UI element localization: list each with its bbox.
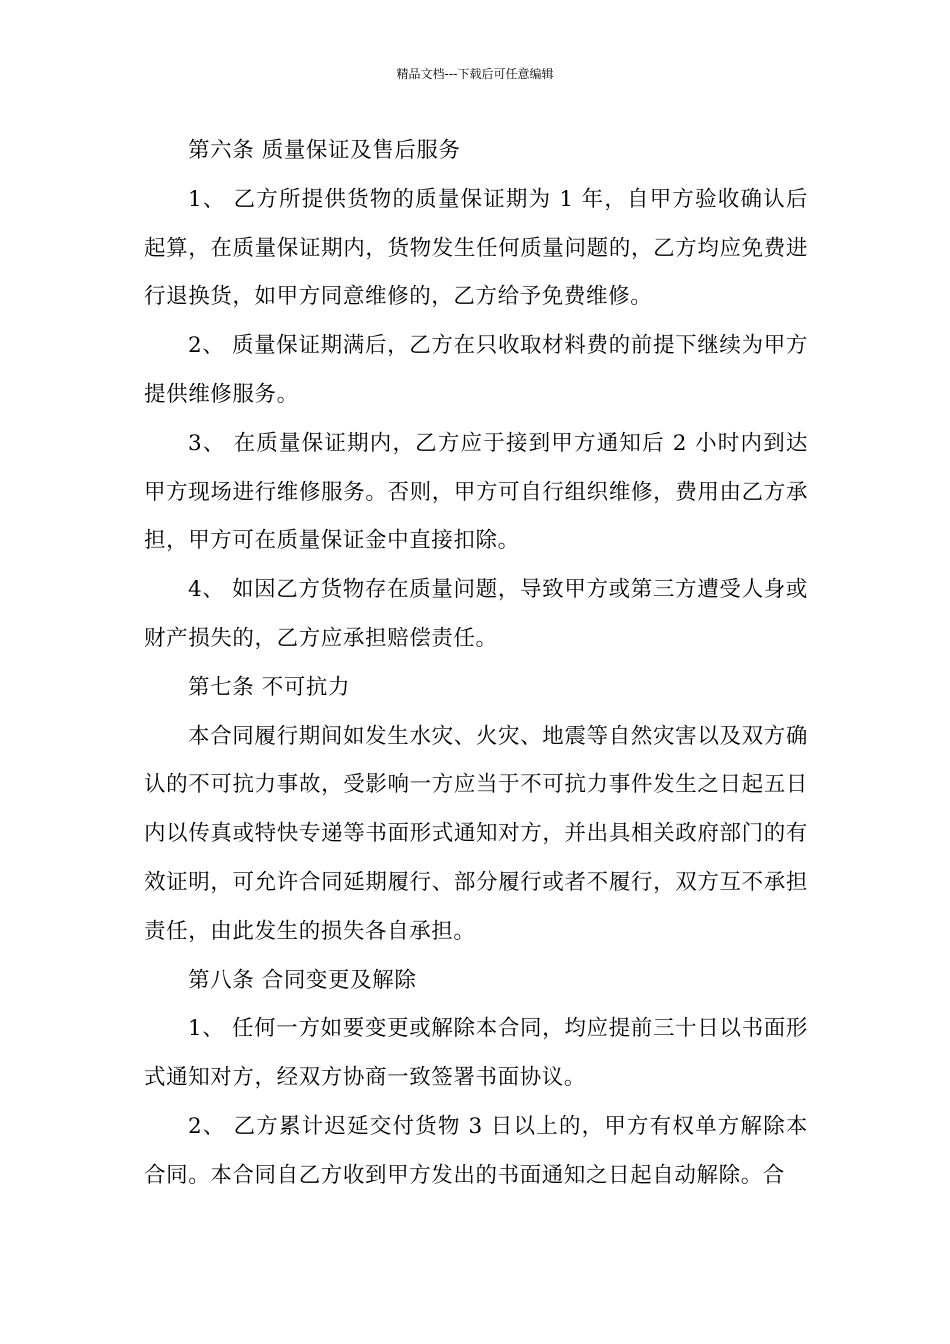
paragraph-6-2: 2、 质量保证期满后，乙方在只收取材料费的前提下继续为甲方提供维修服务。 bbox=[144, 333, 808, 407]
document-body bbox=[144, 127, 808, 1201]
paragraph-6-1: 1、 乙方所提供货物的质量保证期为 1 年，自甲方验收确认后起算，在质量保证期内，货物发生任何质量问题的，乙方均应免费进行退换货，如甲方同意维修的，乙方给予免费维修。 bbox=[144, 186, 808, 310]
section-heading-6: 第六条 质量保证及售后服务 bbox=[188, 138, 461, 163]
paragraph-8-2: 2、 乙方累计迟延交付货物 3 日以上的，甲方有权单方解除本合同。本合同自乙方收到甲方发出的书面通知之日起自动解除。合 bbox=[144, 1113, 808, 1188]
paragraph-6-4: 4、 如因乙方货物存在质量问题，导致甲方或第三方遭受人身或财产损失的，乙方应承担赔偿责任。 bbox=[144, 577, 808, 651]
section-heading-8: 第八条 合同变更及解除 bbox=[188, 967, 417, 993]
page-header: 精品文档---下载后可任意编辑 bbox=[396, 67, 554, 81]
paragraph-6-3: 3、 在质量保证期内，乙方应于接到甲方通知后 2 小时内到达甲方现场进行维修服务。否则，甲方可自行组织维修，费用由乙方承担，甲方可在质量保证金中直接扣除。 bbox=[144, 430, 808, 554]
paragraph-7-1: 本合同履行期间如发生水灾、火灾、地震等自然灾害以及双方确认的不可抗力事故，受影响一方应当于不可抗力事件发生之日起五日内以传真或特快专递等书面形式通知对方，并出具相关政府部门的有效证明，可允许合同延期履行、部分履行或者不履行，双方互不承担责任，由此发生的损失各自承担。 bbox=[144, 723, 808, 944]
section-heading-7: 第七条 不可抗力 bbox=[188, 674, 351, 700]
paragraph-8-1: 1、 任何一方如要变更或解除本合同，均应提前三十日以书面形式通知对方，经双方协商一致签署书面协议。 bbox=[144, 1016, 808, 1091]
